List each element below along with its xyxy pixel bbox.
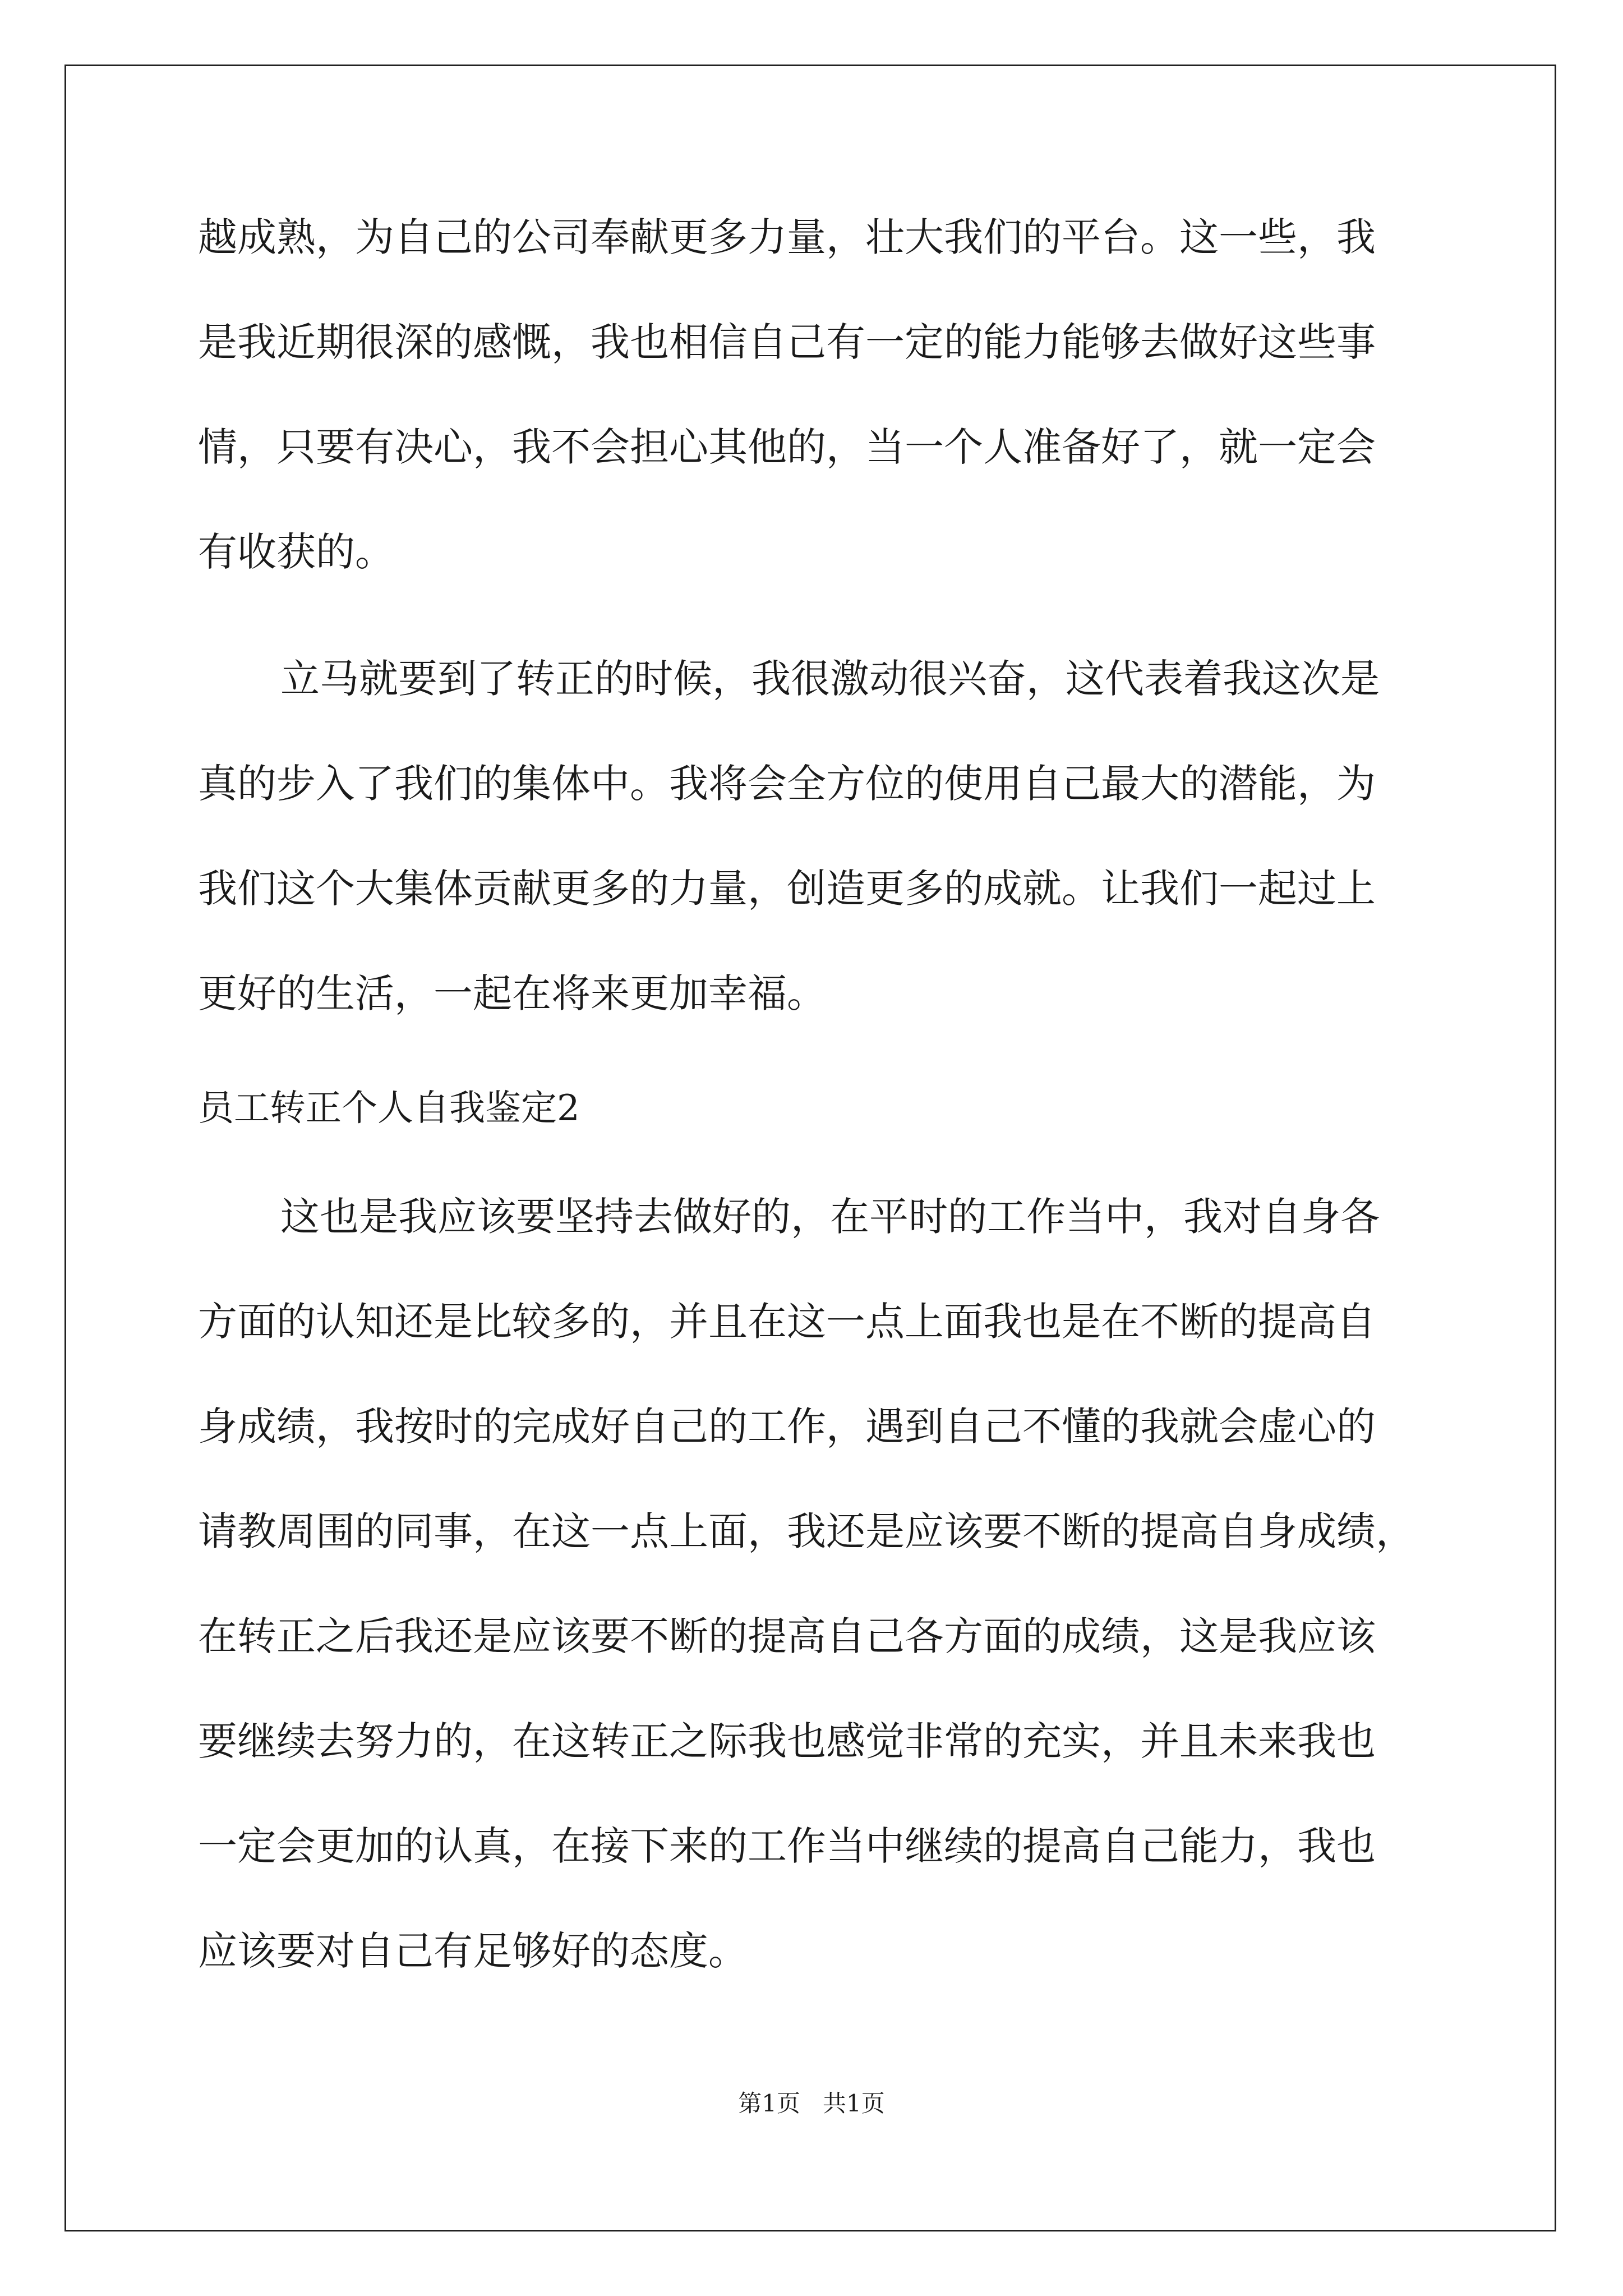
paragraph-3-line-4: 请教周围的同事，在这一点上面，我还是应该要不断的提高自身成绩， xyxy=(198,1508,1415,1554)
paragraph-3-line-3: 身成绩，我按时的完成好自己的工作，遇到自己不懂的我就会虚心的 xyxy=(198,1404,1376,1450)
page-border xyxy=(64,65,1556,2231)
page-footer: 第1页 共1页 xyxy=(738,2090,885,2117)
paragraph-3-line-8: 应该要对自己有足够好的态度。 xyxy=(198,1928,748,1974)
paragraph-1-line-3: 情，只要有决心，我不会担心其他的，当一个人准备好了，就一定会 xyxy=(198,424,1376,470)
paragraph-1-line-4: 有收获的。 xyxy=(198,529,394,575)
paragraph-2-line-2: 真的步入了我们的集体中。我将会全方位的使用自己最大的潜能，为 xyxy=(198,761,1376,807)
paragraph-2-line-4: 更好的生活，一起在将来更加幸福。 xyxy=(198,970,826,1016)
paragraph-1-line-1: 越成熟，为自己的公司奉献更多力量，壮大我们的平台。这一些，我 xyxy=(198,214,1376,260)
paragraph-3-line-2: 方面的认知还是比较多的，并且在这一点上面我也是在不断的提高自 xyxy=(198,1299,1376,1345)
paragraph-3-line-5: 在转正之后我还是应该要不断的提高自己各方面的成绩，这是我应该 xyxy=(198,1613,1376,1659)
paragraph-2-line-1: 立马就要到了转正的时候，我很激动很兴奋，这代表着我这次是 xyxy=(280,656,1380,702)
paragraph-2-line-3: 我们这个大集体贡献更多的力量，创造更多的成就。让我们一起过上 xyxy=(198,866,1376,912)
section-heading: 员工转正个人自我鉴定2 xyxy=(198,1088,580,1129)
paragraph-3-line-7: 一定会更加的认真，在接下来的工作当中继续的提高自己能力，我也 xyxy=(198,1823,1376,1869)
paragraph-1-line-2: 是我近期很深的感慨，我也相信自己有一定的能力能够去做好这些事 xyxy=(198,319,1376,365)
paragraph-3-line-6: 要继续去努力的，在这转正之际我也感觉非常的充实，并且未来我也 xyxy=(198,1718,1376,1764)
paragraph-3-line-1: 这也是我应该要坚持去做好的，在平时的工作当中，我对自身各 xyxy=(280,1194,1380,1240)
